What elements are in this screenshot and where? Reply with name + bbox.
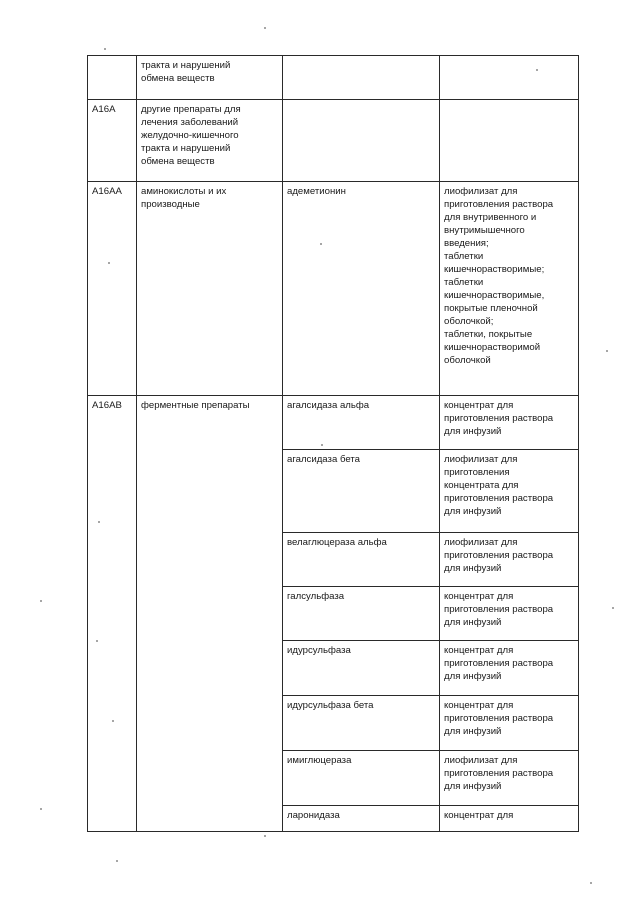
drug-name-cell — [283, 100, 440, 182]
dosage-form-cell: лиофилизат для приготовления раствора для инфузий — [440, 751, 579, 806]
drug-group-cell: тракта и нарушений обмена веществ — [137, 56, 283, 100]
drug-group-cell: ферментные препараты — [137, 396, 283, 832]
drug-name-cell: идурсульфаза бета — [283, 696, 440, 751]
drug-name-cell: галсульфаза — [283, 587, 440, 641]
drug-name-cell: адеметионин — [283, 182, 440, 396]
dosage-form-cell: концентрат для приготовления раствора для инфузий — [440, 641, 579, 696]
scan-speck — [96, 640, 98, 642]
drug-name-cell: ларонидаза — [283, 806, 440, 832]
scan-speck — [104, 48, 106, 50]
drug-name-cell: имиглюцераза — [283, 751, 440, 806]
drug-name-cell — [283, 56, 440, 100]
scan-speck — [40, 808, 42, 810]
dosage-form-cell: концентрат для приготовления раствора для инфузий — [440, 396, 579, 450]
atc-code-cell: A16A — [88, 100, 137, 182]
dosage-form-cell — [440, 56, 579, 100]
scan-speck — [40, 600, 42, 602]
scan-speck — [606, 350, 608, 352]
scan-speck — [112, 720, 114, 722]
drug-name-cell: агалсидаза бета — [283, 450, 440, 533]
scan-speck — [612, 607, 614, 609]
drug-name-cell: велаглюцераза альфа — [283, 533, 440, 587]
scan-speck — [264, 27, 266, 29]
table-row — [88, 396, 579, 450]
drug-group-cell: аминокислоты и их производные — [137, 182, 283, 396]
dosage-form-cell: лиофилизат для приготовления раствора для инфузий — [440, 533, 579, 587]
dosage-form-cell: концентрат для приготовления раствора для инфузий — [440, 587, 579, 641]
dosage-form-cell: концентрат для — [440, 806, 579, 832]
dosage-form-cell — [440, 100, 579, 182]
drug-group-cell: другие препараты для лечения заболеваний желудочно-кишечного тракта и нарушений обмена веществ — [137, 100, 283, 182]
drug-name-cell: идурсульфаза — [283, 641, 440, 696]
drug-name-cell: агалсидаза альфа — [283, 396, 440, 450]
scan-speck — [590, 882, 592, 884]
scan-speck — [536, 69, 538, 71]
atc-code-cell: A16AB — [88, 396, 137, 832]
scan-speck — [108, 262, 110, 264]
dosage-form-cell: лиофилизат для приготовления концентрата для приготовления раствора для инфузий — [440, 450, 579, 533]
table-row — [88, 182, 579, 396]
atc-code-cell: A16AA — [88, 182, 137, 396]
table-row — [88, 56, 579, 100]
medication-table — [87, 55, 579, 832]
table-row — [88, 100, 579, 182]
dosage-form-cell: лиофилизат для приготовления раствора для внутривенного и внутримышечного введения; таблетки кишечнорастворимые; таблетки кишечнорастворимые, покрытые пленочной оболочкой; таблетки, покрытые кишечнорастворимой оболочкой — [440, 182, 579, 396]
atc-code-cell — [88, 56, 137, 100]
scan-speck — [98, 521, 100, 523]
scan-speck — [264, 835, 266, 837]
dosage-form-cell: концентрат для приготовления раствора для инфузий — [440, 696, 579, 751]
scan-speck — [116, 860, 118, 862]
scan-speck — [321, 444, 323, 446]
scan-speck — [320, 243, 322, 245]
